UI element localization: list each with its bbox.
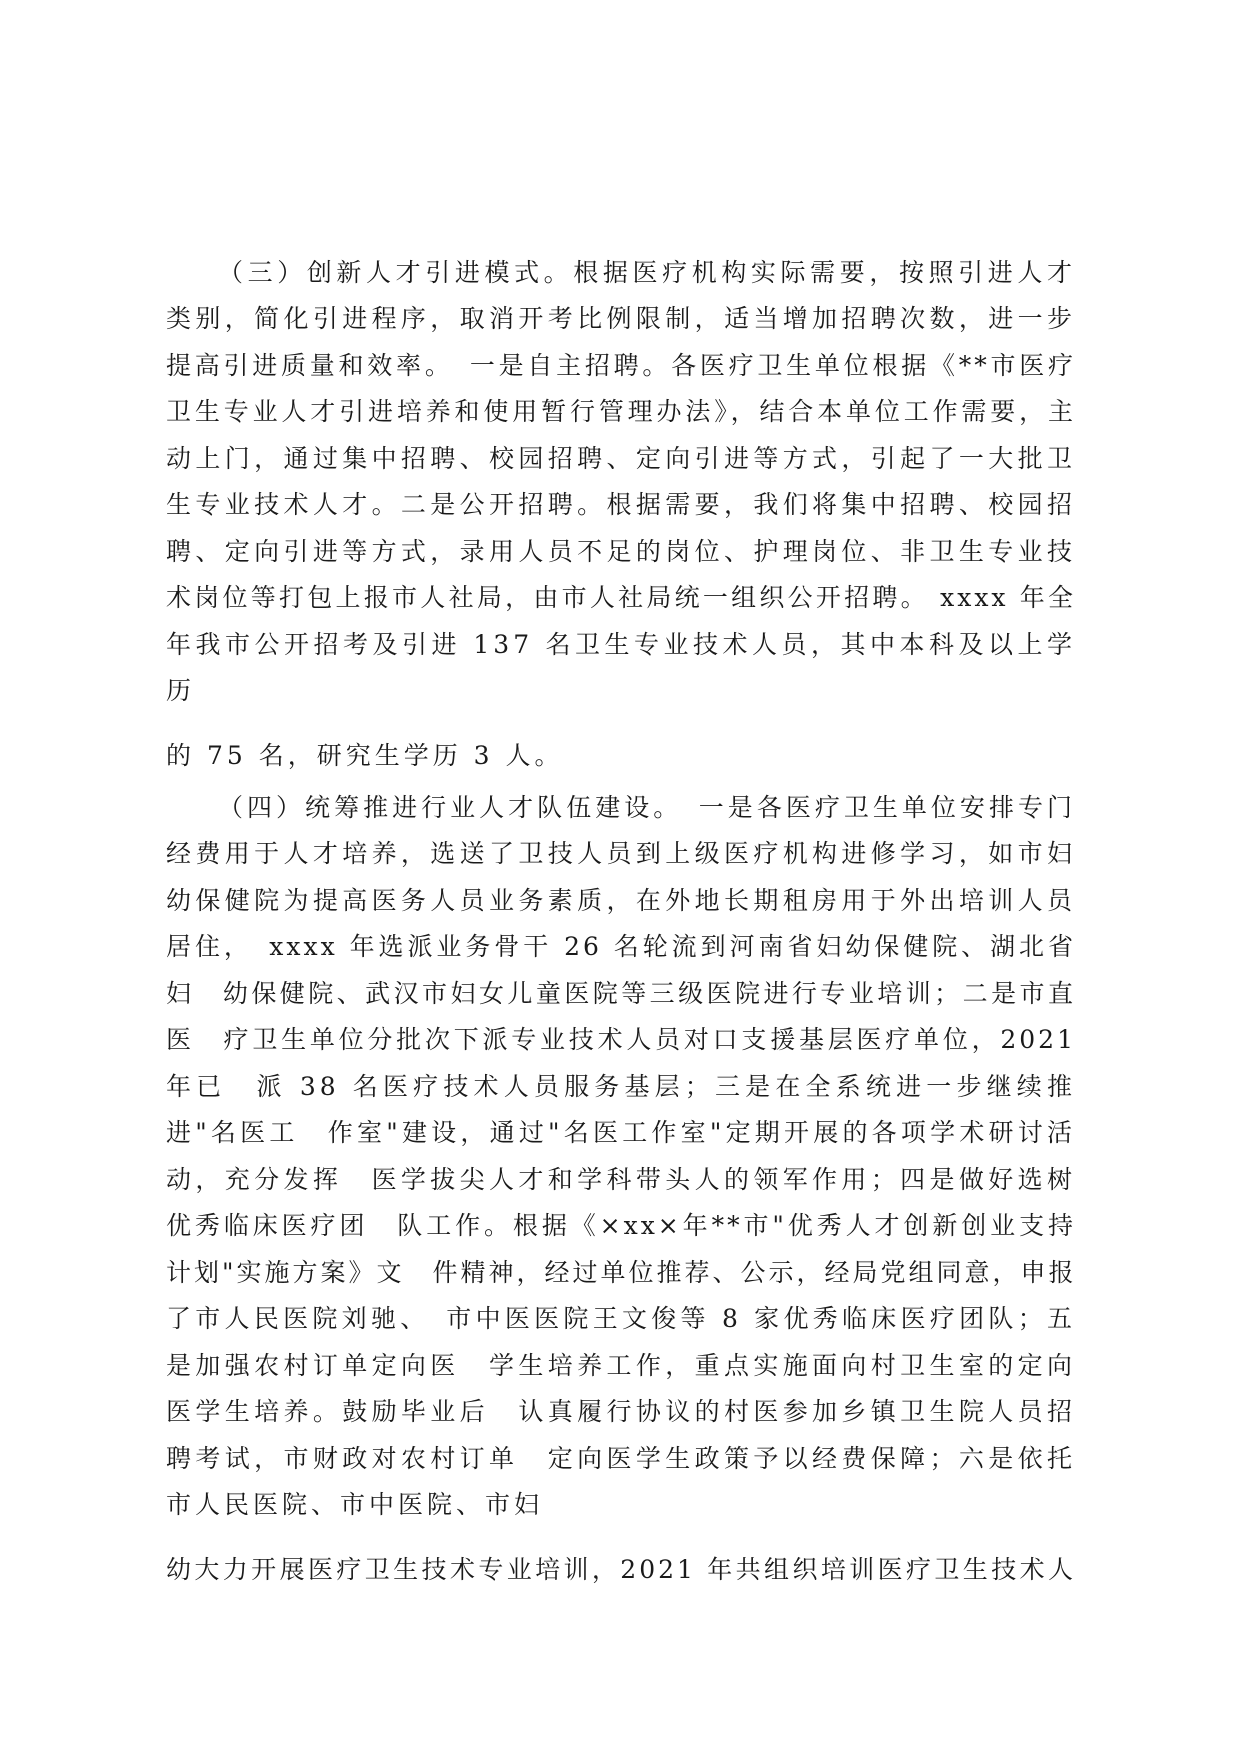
paragraph-4-line-6: 医 疗卫生单位分批次下派专业技术人员对口支援基层医疗单位，2021	[166, 1025, 1076, 1054]
paragraph-4-line-17: 幼大力开展医疗卫生技术专业培训，2021 年共组织培训医疗卫生技术人	[166, 1555, 1076, 1584]
paragraph-4-line-16: 市人民医院、市中医院、市妇	[166, 1490, 544, 1519]
paragraph-3-line-2: 类别，简化引进程序，取消开考比例限制，适当增加招聘次数，进一步	[166, 304, 1076, 333]
paragraph-4-line-2: 经费用于人才培养，选送了卫技人员到上级医疗机构进修学习，如市妇	[166, 839, 1076, 868]
paragraph-4-line-5: 妇 幼保健院、武汉市妇女儿童医院等三级医院进行专业培训；二是市直	[166, 979, 1076, 1008]
paragraph-3-line-10: 历	[166, 676, 196, 705]
paragraph-4-line-4: 居住， xxxx 年选派业务骨干 26 名轮流到河南省妇幼保健院、湖北省	[166, 932, 1076, 961]
paragraph-4-line-13: 是加强农村订单定向医 学生培养工作，重点实施面向村卫生室的定向	[166, 1351, 1076, 1380]
paragraph-4-line-7: 年已 派 38 名医疗技术人员服务基层；三是在全系统进一步继续推	[166, 1072, 1076, 1101]
paragraph-4-line-3: 幼保健院为提高医务人员业务素质，在外地长期租房用于外出培训人员	[166, 886, 1076, 915]
paragraph-3-line-1: （三）创新人才引进模式。根据医疗机构实际需要，按照引进人才	[218, 258, 1076, 287]
paragraph-4-line-1: （四）统筹推进行业人才队伍建设。 一是各医疗卫生单位安排专门	[218, 793, 1076, 822]
paragraph-3-line-8: 术岗位等打包上报市人社局，由市人社局统一组织公开招聘。 xxxx 年全	[166, 583, 1076, 612]
paragraph-4-line-14: 医学生培养。鼓励毕业后 认真履行协议的村医参加乡镇卫生院人员招	[166, 1397, 1076, 1426]
paragraph-3-line-3: 提高引进质量和效率。 一是自主招聘。各医疗卫生单位根据《**市医疗	[166, 351, 1076, 380]
paragraph-4-line-10: 优秀临床医疗团 队工作。根据《×xx×年**市"优秀人才创新创业支持	[166, 1211, 1076, 1240]
paragraph-3-line-4: 卫生专业人才引进培养和使用暂行管理办法》，结合本单位工作需要，主	[166, 397, 1076, 426]
paragraph-4-line-12: 了市人民医院刘驰、 市中医医院王文俊等 8 家优秀临床医疗团队；五	[166, 1304, 1076, 1333]
paragraph-3-line-5: 动上门，通过集中招聘、校园招聘、定向引进等方式，引起了一大批卫	[166, 444, 1076, 473]
paragraph-4-line-8: 进"名医工 作室"建设，通过"名医工作室"定期开展的各项学术研讨活	[166, 1118, 1076, 1147]
paragraph-4-line-9: 动，充分发挥 医学拔尖人才和学科带头人的领军作用；四是做好选树	[166, 1165, 1076, 1194]
paragraph-3-line-7: 聘、定向引进等方式，录用人员不足的岗位、护理岗位、非卫生专业技	[166, 537, 1076, 566]
paragraph-3-line-6: 生专业技术人才。二是公开招聘。根据需要，我们将集中招聘、校园招	[166, 490, 1076, 519]
paragraph-3-line-9: 年我市公开招考及引进 137 名卫生专业技术人员，其中本科及以上学	[166, 630, 1076, 659]
paragraph-4-line-15: 聘考试，市财政对农村订单 定向医学生政策予以经费保障；六是依托	[166, 1444, 1076, 1473]
paragraph-4-line-11: 计划"实施方案》文 件精神，经过单位推荐、公示，经局党组同意，申报	[166, 1258, 1077, 1287]
paragraph-3-line-11: 的 75 名，研究生学历 3 人。	[166, 741, 564, 770]
